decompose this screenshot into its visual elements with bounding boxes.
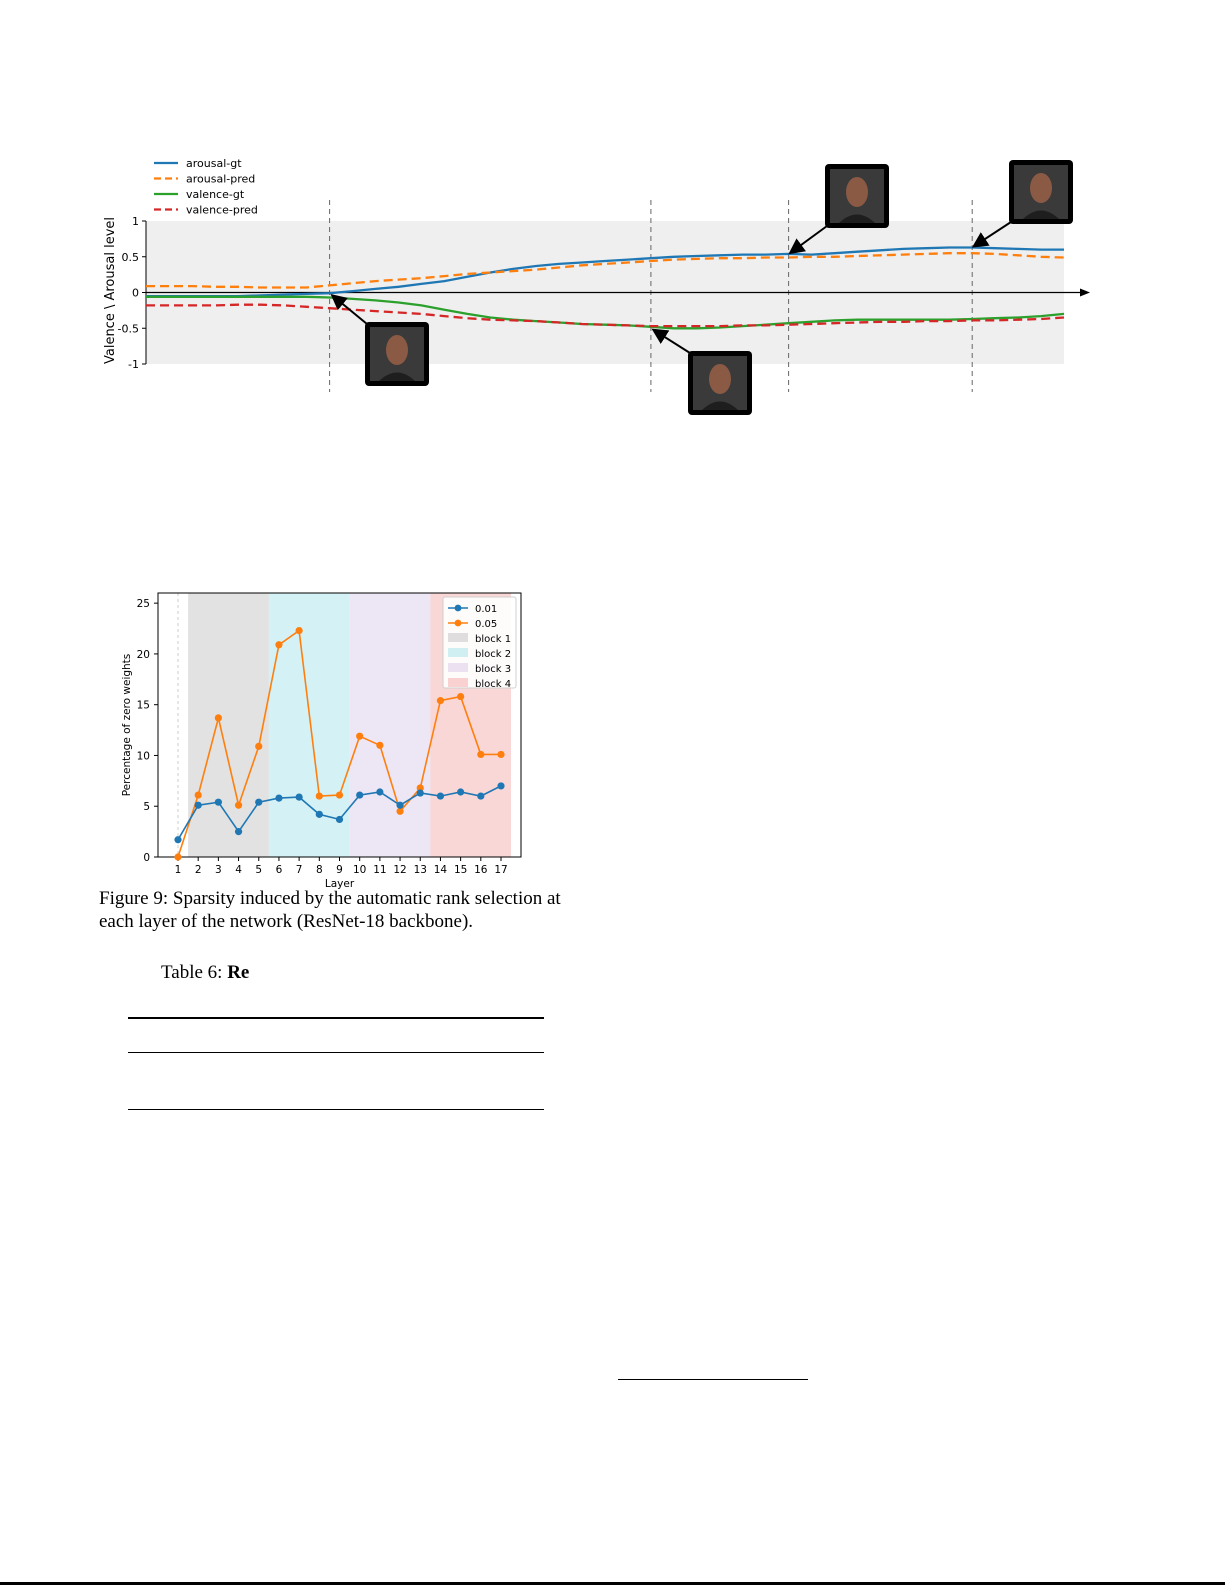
legend-label: block 1 <box>475 634 512 645</box>
data-point <box>275 641 282 648</box>
data-point <box>437 792 444 799</box>
data-point <box>255 799 262 806</box>
x-tick-label: 10 <box>353 864 367 876</box>
y-tick-label: 25 <box>136 598 150 611</box>
y-tick-label: 10 <box>136 750 150 763</box>
legend-label: block 4 <box>475 679 512 690</box>
y-tick-label: 15 <box>136 699 150 712</box>
x-tick-label: 7 <box>295 864 303 876</box>
x-tick-label: 9 <box>336 864 343 876</box>
table-top-rule <box>128 1017 544 1019</box>
legend-label: arousal-pred <box>186 172 256 186</box>
x-axis-label: Layer <box>324 878 355 890</box>
data-point <box>296 793 303 800</box>
legend-label: valence-gt <box>186 188 245 201</box>
legend-label: valence-pred <box>186 203 258 217</box>
data-point <box>336 791 343 798</box>
data-point <box>477 792 484 799</box>
data-point <box>356 733 363 740</box>
data-point <box>195 791 202 798</box>
legend-swatch-block <box>448 663 468 672</box>
legend-swatch-block <box>448 648 468 657</box>
data-point <box>296 627 303 634</box>
y-tick-label: -0.5 <box>117 322 139 336</box>
data-point <box>356 791 363 798</box>
x-tick-label: 5 <box>255 864 263 876</box>
y-tick-label: -1 <box>128 358 139 371</box>
data-point <box>376 742 383 749</box>
data-point <box>457 788 464 795</box>
data-point <box>255 743 262 750</box>
sparsity-chart <box>100 585 660 895</box>
legend-label: 0.01 <box>475 604 498 615</box>
legend-label: block 3 <box>475 664 512 675</box>
y-tick-label: 1 <box>132 215 139 228</box>
legend-swatch-dot <box>455 605 462 612</box>
data-point <box>316 792 323 799</box>
y-tick-label: 5 <box>143 801 150 814</box>
face-shape <box>709 364 731 394</box>
data-point <box>396 802 403 809</box>
data-point <box>235 802 242 809</box>
y-axis-label: Percentage of zero weights <box>121 653 133 797</box>
x-tick-label: 4 <box>235 864 242 876</box>
data-point <box>336 816 343 823</box>
data-point <box>457 693 464 700</box>
legend-label: arousal-gt <box>186 157 242 170</box>
data-point <box>174 836 181 843</box>
time-axis-arrow <box>1080 289 1090 297</box>
x-tick-label: 15 <box>453 864 468 876</box>
x-tick-label: 1 <box>174 864 182 876</box>
face-shape <box>1030 173 1052 203</box>
data-point <box>195 802 202 809</box>
block-region <box>350 593 431 857</box>
legend-swatch-block <box>448 678 468 687</box>
footnote-rule <box>618 1379 808 1380</box>
y-axis-label: Valence \ Arousal level <box>103 216 118 365</box>
x-tick-label: 6 <box>275 864 283 876</box>
face-shape <box>386 335 408 365</box>
data-point <box>316 811 323 818</box>
figure-9-caption: Figure 9: Sparsity induced by the automatic rank selection at each layer of the network (ResNet-18 backbone). <box>99 888 561 932</box>
x-tick-label: 11 <box>373 864 387 876</box>
table-6-prefix: Table 6: <box>161 962 228 983</box>
x-tick-label: 16 <box>474 864 488 876</box>
x-tick-label: 12 <box>393 864 407 876</box>
data-point <box>497 782 504 789</box>
data-point <box>376 788 383 795</box>
table-mid-rule <box>128 1052 544 1053</box>
data-point <box>497 751 504 758</box>
data-point <box>215 799 222 806</box>
legend-label: 0.05 <box>475 619 498 630</box>
legend-label: block 2 <box>475 649 512 660</box>
x-tick-label: 8 <box>315 864 323 876</box>
y-tick-label: 20 <box>136 648 150 661</box>
y-tick-label: 0 <box>132 286 139 300</box>
table-6-caption <box>161 962 249 984</box>
data-point <box>215 714 222 721</box>
x-tick-label: 2 <box>194 864 202 876</box>
table-6-title-bold: Re <box>227 962 250 983</box>
data-point <box>437 697 444 704</box>
data-point <box>417 789 424 796</box>
y-tick-label: 0.5 <box>121 250 139 264</box>
data-point <box>275 795 282 802</box>
legend-swatch-dot <box>455 620 462 627</box>
x-tick-label: 17 <box>494 864 508 876</box>
x-tick-label: 13 <box>413 864 427 876</box>
legend-swatch-block <box>448 633 468 642</box>
face-shape <box>846 177 868 207</box>
data-point <box>174 853 181 860</box>
x-tick-label: 14 <box>433 864 448 876</box>
data-point <box>477 751 484 758</box>
y-tick-label: 0 <box>143 852 150 864</box>
valence-arousal-chart <box>0 0 1225 430</box>
table-bottom-rule <box>128 1109 544 1110</box>
x-tick-label: 3 <box>215 864 222 876</box>
data-point <box>235 828 242 835</box>
